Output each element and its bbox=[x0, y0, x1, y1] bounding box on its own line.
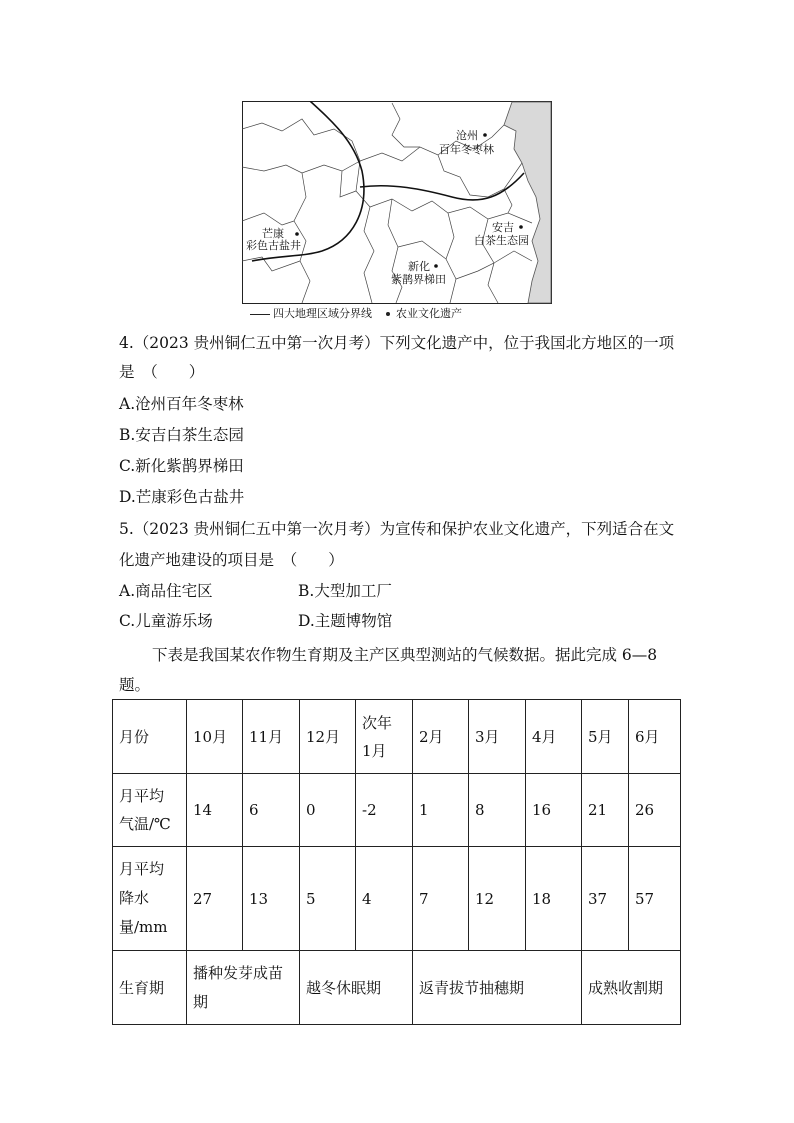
q4-option-c[interactable]: C.新化紫鹊界梯田 bbox=[119, 457, 244, 475]
intro-line1: 下表是我国某农作物生育期及主产区典型测站的气候数据。据此完成 6—8 bbox=[152, 646, 658, 664]
q4-stem-line1: 4.（2023 贵州铜仁五中第一次月考）下列文化遗产中，位于我国北方地区的一项 bbox=[119, 334, 675, 352]
q5-option-c[interactable]: C.儿童游乐场 bbox=[119, 612, 213, 630]
cell-month: 2月 bbox=[413, 700, 469, 774]
table-row bbox=[113, 847, 681, 951]
q5-option-b[interactable]: B.大型加工厂 bbox=[298, 582, 392, 600]
cell-temperature: 6 bbox=[243, 774, 300, 847]
cell-precipitation: 12 bbox=[469, 847, 526, 951]
mangkang-dot bbox=[295, 232, 299, 236]
cell-month: 11月 bbox=[243, 700, 300, 774]
legend-heritage: 农业文化遗产 bbox=[396, 307, 462, 320]
place-name-xinhua: 新化 bbox=[408, 260, 430, 273]
cell-temperature: 1 bbox=[413, 774, 469, 847]
cell-month: 12月 bbox=[300, 700, 356, 774]
legend-boundary: 四大地理区域分界线 bbox=[273, 307, 372, 320]
place-name-mangkang: 芒康 bbox=[262, 227, 284, 240]
cell-temperature: 16 bbox=[526, 774, 582, 847]
cell-precipitation: 13 bbox=[243, 847, 300, 951]
site-name-anji: 白茶生态园 bbox=[474, 234, 529, 247]
cell-precipitation: 57 bbox=[629, 847, 681, 951]
cell-temperature: 8 bbox=[469, 774, 526, 847]
cell-stage: 播种发芽成苗期 bbox=[187, 951, 300, 1025]
table-row bbox=[113, 700, 681, 774]
cell-precipitation: 37 bbox=[582, 847, 629, 951]
cell-temperature: 14 bbox=[187, 774, 243, 847]
site-name-xinhua: 紫鹊界梯田 bbox=[391, 273, 446, 286]
row-label-precipitation: 月平均降水量/mm bbox=[113, 847, 187, 951]
q4-option-a[interactable]: A.沧州百年冬枣林 bbox=[119, 395, 244, 413]
cell-stage: 返青拔节抽穗期 bbox=[413, 951, 582, 1025]
cell-month: 3月 bbox=[469, 700, 526, 774]
cell-month: 6月 bbox=[629, 700, 681, 774]
cell-stage: 成熟收割期 bbox=[582, 951, 681, 1025]
intro-line2: 题。 bbox=[119, 676, 151, 694]
site-name-cangzhou: 百年冬枣林 bbox=[439, 143, 494, 156]
place-name-anji: 安吉 bbox=[492, 221, 514, 234]
q4-stem-line2: 是 （ ） bbox=[119, 363, 205, 381]
q4-option-d[interactable]: D.芒康彩色古盐井 bbox=[119, 488, 245, 506]
map-legend bbox=[250, 305, 462, 321]
cell-temperature: 21 bbox=[582, 774, 629, 847]
site-name-mangkang: 彩色古盐井 bbox=[246, 239, 301, 252]
xinhua-dot bbox=[434, 264, 438, 268]
table-row bbox=[113, 774, 681, 847]
regional-map bbox=[242, 101, 552, 304]
boundary-line-symbol bbox=[250, 314, 270, 315]
row-label-temperature: 月平均气温/℃ bbox=[113, 774, 187, 847]
row-label-growth-stage: 生育期 bbox=[113, 951, 187, 1025]
cell-month: 5月 bbox=[582, 700, 629, 774]
row-label-month: 月份 bbox=[113, 700, 187, 774]
q5-option-d[interactable]: D.主题博物馆 bbox=[298, 612, 393, 630]
q5-option-a[interactable]: A.商品住宅区 bbox=[119, 582, 213, 600]
anji-dot bbox=[519, 225, 523, 229]
cell-precipitation: 18 bbox=[526, 847, 582, 951]
q4-option-b[interactable]: B.安吉白茶生态园 bbox=[119, 426, 244, 444]
q5-stem-line1: 5.（2023 贵州铜仁五中第一次月考）为宣传和保护农业文化遗产，下列适合在文 bbox=[119, 520, 675, 538]
cell-month: 4月 bbox=[526, 700, 582, 774]
cell-temperature: 0 bbox=[300, 774, 356, 847]
cell-precipitation: 7 bbox=[413, 847, 469, 951]
cell-month: 10月 bbox=[187, 700, 243, 774]
cangzhou-dot bbox=[483, 133, 487, 137]
table-row bbox=[113, 951, 681, 1025]
cell-precipitation: 5 bbox=[300, 847, 356, 951]
heritage-dot-symbol bbox=[386, 312, 390, 316]
cell-precipitation: 27 bbox=[187, 847, 243, 951]
cell-temperature: -2 bbox=[356, 774, 413, 847]
place-name-cangzhou: 沧州 bbox=[456, 129, 478, 142]
q5-stem-line2: 化遗产地建设的项目是 （ ） bbox=[119, 551, 344, 569]
cell-stage: 越冬休眠期 bbox=[300, 951, 413, 1025]
cell-month: 次年1月 bbox=[356, 700, 413, 774]
cell-temperature: 26 bbox=[629, 774, 681, 847]
climate-table bbox=[112, 699, 681, 1025]
cell-precipitation: 4 bbox=[356, 847, 413, 951]
